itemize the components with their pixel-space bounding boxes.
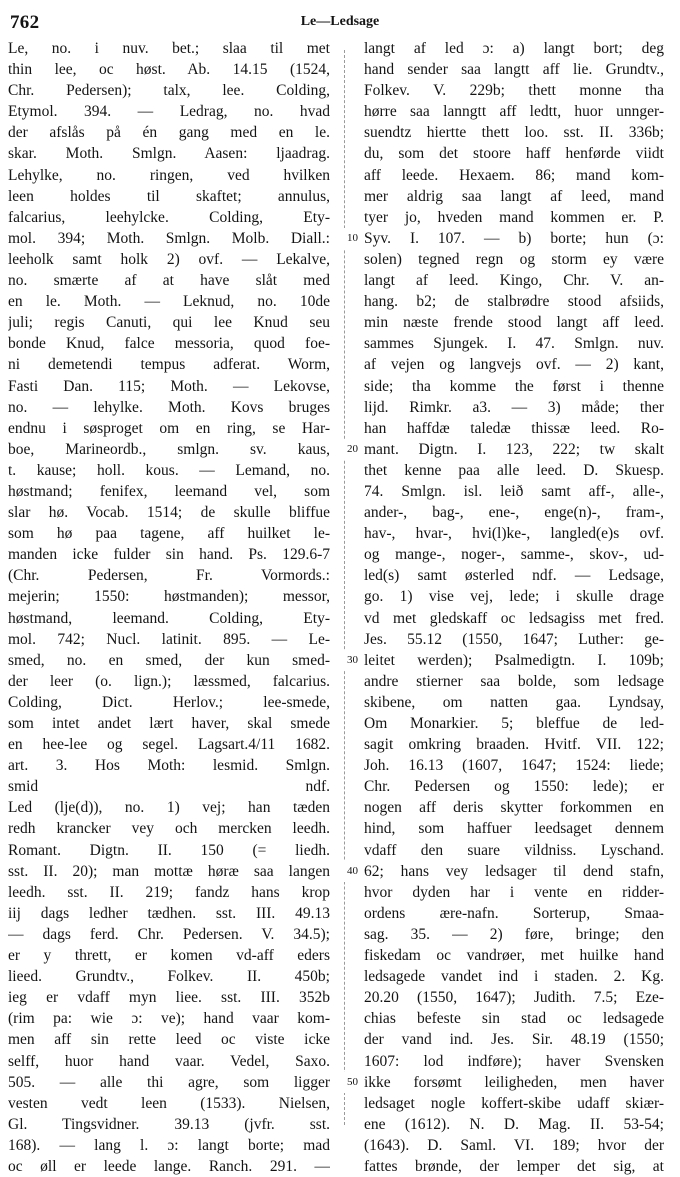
text-line: bonde Knud, falce messoria, quod foe- — [8, 335, 330, 353]
text-line: ikke forsømt leiligheden, men haver — [364, 1073, 664, 1091]
text-line: ledsagede vandet ind i staden. 2. Kg. — [364, 968, 664, 986]
text-line: smed, no. en smed, der kun smed- — [8, 651, 330, 669]
running-head: Le—Ledsage — [300, 14, 380, 29]
text-line: endnu i søsproget om en ring, se Har- — [8, 419, 330, 437]
text-line: solen) tegned regn og storm ey være — [364, 250, 664, 268]
text-line: langt af led ɔ: a) langt bort; deg — [364, 40, 664, 57]
text-line: mant. Digtn. I. 123, 222; tw skalt — [364, 440, 664, 458]
column-divider — [344, 50, 345, 1125]
text-line: leen holdes til skaftet; annulus, — [8, 187, 330, 205]
text-line: Led (lje(d)), no. 1) vej; han tæden — [8, 799, 330, 817]
text-line: ene (1612). N. D. Mag. II. 53-54; — [364, 1115, 664, 1133]
text-line: 1607: lod indføre); haver Svensken — [364, 1052, 664, 1070]
text-line: langt af leed. Kingo, Chr. V. an- — [364, 272, 664, 290]
text-line: Syv. I. 107. — b) borte; hun (ɔ: — [364, 229, 664, 247]
text-line: side; tha komme the først i thenne — [364, 377, 664, 395]
text-line: suendtz hiertte thett loo. sst. II. 336b; — [364, 124, 664, 142]
text-line: nogen aff deris skytter forkommen en — [364, 799, 664, 817]
text-line: ordens ære-nafn. Sorterup, Smaa- — [364, 904, 664, 922]
text-line: leedh. sst. II. 219; fandz hans krop — [8, 883, 330, 901]
text-line: Colding, Dict. Herlov.; lee-smede, — [8, 693, 330, 711]
text-line: t. kause; holl. kous. — Lemand, no. — [8, 461, 330, 479]
line-number-marker: 30 — [330, 650, 358, 671]
text-line: du, som det stoore haff henførde viidt — [364, 145, 664, 163]
line-number-marker: 40 — [330, 861, 358, 882]
text-line: (Chr. Pedersen, Fr. Vormords.: — [8, 567, 330, 585]
text-line: er y thrett, er komen vd-aff eders — [8, 947, 330, 965]
page-number: 762 — [10, 12, 40, 33]
text-line: hvor dyden har i vente en ridder- — [364, 883, 664, 901]
text-line: andre stierner saa bolde, som ledsage — [364, 672, 664, 690]
text-line: falcarius, leehylcke. Colding, Ety- — [8, 208, 330, 226]
text-line: thet kenne paa alle leed. D. Skuesp. — [364, 461, 664, 479]
text-line: ledsaget nogle koffert-skibe udaff skiær- — [364, 1094, 664, 1112]
text-line: go. 1) vise vej, lede; i skulle drage — [364, 588, 664, 606]
text-line: min næste frende stood langt aff leed. — [364, 314, 664, 332]
text-line: Jes. 55.12 (1550, 1647; Luther: ge- — [364, 630, 664, 648]
text-line: sst. II. 20); man mottæ høræ saa langen — [8, 862, 330, 880]
text-line: lijd. Rimkr. a3. — 3) måde; ther — [364, 398, 664, 416]
text-line: sammes Sjungek. I. 47. Smlgn. nuv. — [364, 335, 664, 353]
text-line: mer aldrig saa langt af leed, mand — [364, 187, 664, 205]
text-line: skar. Moth. Smlgn. Aasen: ljaadrag. — [8, 145, 330, 163]
text-line: han haffdæ taledæ thissæ leed. Ro- — [364, 419, 664, 437]
text-line: Joh. 16.13 (1607, 1647; 1524: liede; — [364, 757, 664, 775]
text-line: høstmand; fenifex, leemand vel, som — [8, 482, 330, 500]
text-line: der leer (o. lign.); læssmed, falcarius. — [8, 672, 330, 690]
text-line: Chr. Pedersen); talx, lee. Colding, — [8, 82, 330, 100]
text-line: hind, som haffuer leedsaget dennem — [364, 820, 664, 838]
text-line: vdaff den suare vildniss. Lyschand. — [364, 841, 664, 859]
text-line: hav-, hvar-, hvi(l)ke-, langled(e)s ovf. — [364, 525, 664, 543]
text-line: aff leede. Hexaem. 86; mand kom- — [364, 166, 664, 184]
text-line: — dags ferd. Chr. Pedersen. V. 34.5); — [8, 925, 330, 943]
text-line: 168). — lang l. ɔ: langt borte; mad — [8, 1136, 330, 1154]
text-line: Fasti Dan. 115; Moth. — Lekovse, — [8, 377, 330, 395]
text-line: mol. 742; Nucl. latinit. 895. — Le- — [8, 630, 330, 648]
text-line: ieg er vdaff myn liee. sst. III. 352b — [8, 989, 330, 1007]
text-line: leitet werden); Psalmedigtn. I. 109b; — [364, 651, 664, 669]
right-text-column — [364, 38, 664, 1177]
text-line: Lehylke, no. ringen, ved hvilken — [8, 166, 330, 184]
text-line: som hø paa tagene, aff huilket le- — [8, 525, 330, 543]
text-line: men aff sin rette leed oc viste icke — [8, 1031, 330, 1049]
text-line: selff, huor hand vaar. Vedel, Saxo. — [8, 1052, 330, 1070]
text-line: høstmand, leemand. Colding, Ety- — [8, 609, 330, 627]
text-line: no. — lehylke. Moth. Kovs bruges — [8, 398, 330, 416]
text-line: fattes brønde, der lemper det sig, at — [364, 1157, 664, 1175]
text-line: som intet andet lært haver, skal smede — [8, 715, 330, 732]
text-line: sagit omkring braaden. Hvitf. VII. 122; — [364, 736, 664, 754]
text-line: Chr. Pedersen og 1550: lede); er — [364, 778, 664, 796]
text-line: art. 3. Hos Moth: lesmid. Smlgn. — [8, 757, 330, 775]
text-line: fiskedam oc vandrøer, met huilke hand — [364, 947, 664, 965]
text-line: hang. b2; de stalbrødre stood afsiids, — [364, 293, 664, 311]
text-line: sag. 35. — 2) føre, bringe; den — [364, 925, 664, 943]
text-line: vd met gledskaff oc ledsagiss met fred. — [364, 609, 664, 627]
text-line: ni demetendi tempus adferat. Worm, — [8, 356, 330, 374]
line-number-marker: 20 — [330, 439, 358, 460]
text-line: Om Monarkier. 5; bleffue de led- — [364, 715, 664, 732]
text-line: leeholk samt holk 2) ovf. — Lekalve, — [8, 250, 330, 268]
text-line: og mange-, noger-, samme-, skov-, ud- — [364, 546, 664, 564]
text-line: ander-, bag-, ene-, enge(n)-, fram-, — [364, 504, 664, 522]
text-line: 505. — alle thi agre, som ligger — [8, 1073, 330, 1091]
text-line: Folkev. V. 229b; thett monne tha — [364, 82, 664, 100]
text-line: af vejen og langvejs ovf. — 2) kant, — [364, 356, 664, 374]
text-line: chias befeste sin stad oc ledsagede — [364, 1010, 664, 1028]
text-line: manden icke fulder sin hand. Ps. 129.6-7 — [8, 546, 330, 564]
text-line: smid ndf. — [8, 778, 330, 796]
text-line: vesten vedt leen (1533). Nielsen, — [8, 1094, 330, 1112]
text-line: Gl. Tingsvidner. 39.13 (jvfr. sst. — [8, 1115, 330, 1133]
text-line: juli; regis Canuti, qui lee Knud seu — [8, 314, 330, 332]
text-line: redh krancker vey och mercken leedh. — [8, 820, 330, 838]
text-line: mejerin; 1550: høstmanden); messor, — [8, 588, 330, 606]
text-line: der vand ind. Jes. Sir. 48.19 (1550; — [364, 1031, 664, 1049]
text-line: Le, no. i nuv. bet.; slaa til met — [8, 40, 330, 57]
text-line: hørre saa lanngtt aff ledtt, huor unnger- — [364, 103, 664, 121]
text-line: 20.20 (1550, 1647); Judith. 7.5; Eze- — [364, 989, 664, 1007]
text-line: (rim pa: wie ɔ: ve); hand vaar kom- — [8, 1010, 330, 1028]
text-line: mol. 394; Moth. Smlgn. Molb. Diall.: — [8, 229, 330, 247]
line-number-marker: 10 — [330, 228, 358, 249]
text-line: led(s) samt østerled ndf. — Ledsage, — [364, 567, 664, 585]
text-line: tyer jo, hveden mand kommen er. P. — [364, 208, 664, 226]
left-text-column — [8, 38, 330, 1177]
text-line: oc øll er leede lange. Ranch. 291. — — [8, 1157, 330, 1175]
text-line: slar hø. Vocab. 1514; de skulle bliffue — [8, 504, 330, 522]
text-line: en hee-lee og segel. Lagsart.4/11 1682. — [8, 736, 330, 754]
text-line: Romant. Digtn. II. 150 (= liedh. — [8, 841, 330, 859]
text-line: boe, Marineordb., smlgn. sv. kaus, — [8, 440, 330, 458]
text-line: lieed. Grundtv., Folkev. II. 450b; — [8, 968, 330, 986]
text-line: 74. Smlgn. isl. leið samt aff-, alle-, — [364, 482, 664, 500]
text-line: (1643). D. Saml. VI. 189; hvor der — [364, 1136, 664, 1154]
text-line: Etymol. 394. — Ledrag, no. hvad — [8, 103, 330, 121]
text-line: thin lee, oc høst. Ab. 14.15 (1524, — [8, 61, 330, 79]
text-line: iij dags ledher tædhen. sst. III. 49.13 — [8, 904, 330, 922]
text-line: no. smærte af at have slåt med — [8, 272, 330, 290]
line-number-marker: 50 — [330, 1072, 358, 1093]
text-line: en le. Moth. — Leknud, no. 10de — [8, 293, 330, 311]
text-line: der afslås på én gang med en le. — [8, 124, 330, 142]
text-line: skibene, om natten gaa. Lyndsay, — [364, 693, 664, 711]
text-line: 62; hans vey ledsager til dend stafn, — [364, 862, 664, 880]
text-line: hand sender saa langtt aff lie. Grundtv., — [364, 61, 664, 79]
